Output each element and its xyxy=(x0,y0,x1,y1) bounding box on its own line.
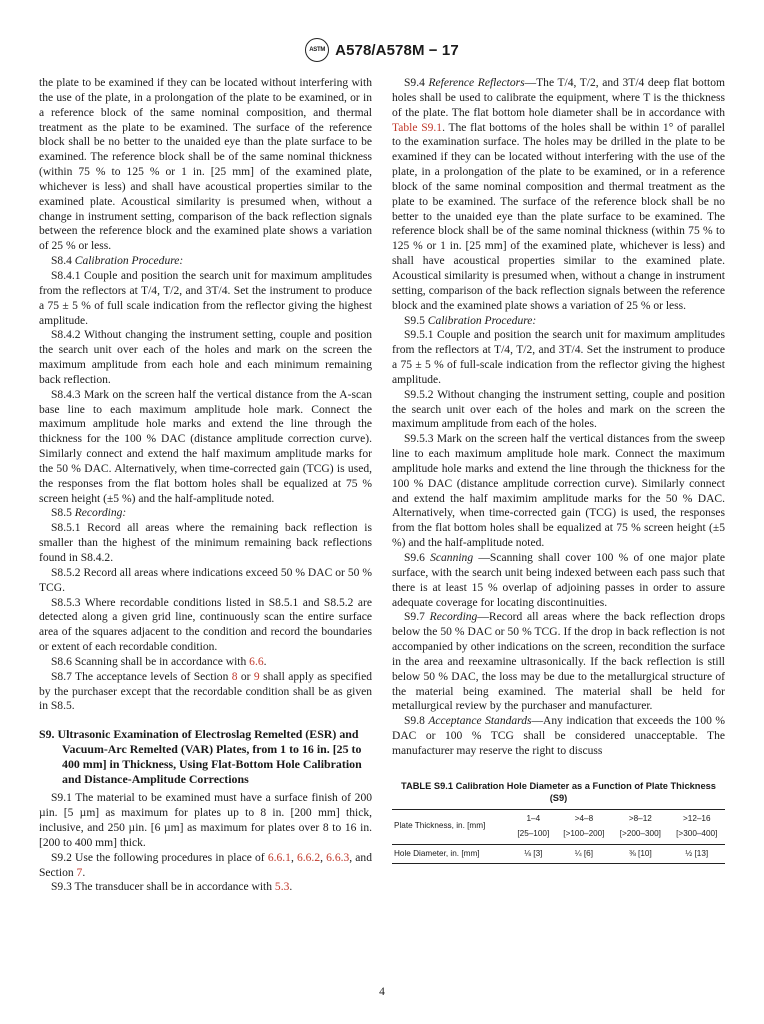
row-label-plate-thickness: Plate Thickness, in. [mm] xyxy=(392,809,511,844)
paragraph-s9-2 xyxy=(39,851,372,881)
paragraph-s9-5-2: S9.5.2 Without changing the instrument setting, couple and position the search unit over each of the holes and mark on the screen the maximum amplitude from each of the holes. xyxy=(392,388,725,431)
right-column xyxy=(392,76,725,864)
s9-8-number: S9.8 xyxy=(404,715,425,728)
table-s9-1 xyxy=(392,780,725,865)
s8-5-number: S8.5 xyxy=(51,507,72,520)
paragraph-s9-8 xyxy=(392,714,725,759)
left-column xyxy=(39,76,372,895)
paragraph-intro: the plate to be examined if they can be located without interfering with the use of the plate, in a prolongation of the plate to be examined, or in a reference block of the same nominal composition, and thermal treatment as the plate to be examined. The surface of the reference block shall be no better to the unaided eye than the plate surface to be examined. The reference block shall be of the same nominal thickness (within 75 % to 125 % or 1 in. [25 mm] of the examined plate, whichever is less) and shall have acoustical properties similar to the examined plate. Acoustical similarity is presumed when, without a change in instrument setting, comparison of the back reflection signals between the reference block and the examined plate shows a variation of 25 % or less. xyxy=(39,77,372,253)
paragraph-s8-7 xyxy=(39,670,372,715)
s9-2-text-a: S9.2 Use the following procedures in place of xyxy=(51,851,268,864)
astm-logo-icon xyxy=(305,38,329,62)
link-section-8[interactable]: 8 xyxy=(231,670,238,683)
table-row xyxy=(392,844,725,864)
s9-2-text-b: , xyxy=(290,851,297,864)
table-cell: ½ [13] xyxy=(669,844,725,864)
logo-text: ASTM xyxy=(309,47,326,53)
s9-3-end: . xyxy=(289,881,293,894)
s9-5-title: Calibration Procedure: xyxy=(427,314,537,327)
s8-4-number: S8.4 xyxy=(51,255,72,268)
paragraph-s9-6 xyxy=(392,551,725,610)
s8-7-text-a: S8.7 The acceptance levels of Section xyxy=(51,670,232,683)
s9-6-text: —Scanning shall cover 100 % of one major plate surface, with the search unit being indexed between each pass such that there is at least 15 % overlap of adjoining passes in order to assure adequate coverage for locating discontinuities. xyxy=(392,552,725,609)
s9-7-number: S9.7 xyxy=(404,611,425,624)
table-cell: >12–16 [>300–400] xyxy=(669,809,725,844)
paragraph-s8-4-3: S8.4.3 Mark on the screen half the vertical distance from the A-scan base line to each maximum amplitude hole mark. Connect the maximum amplitude hole marks and extend the line through the thickness for the 100 % DAC (distance amplitude correction curve). Similarly connect and extend the half maximum amplitude marks for the 50 % DAC. Alternatively, when time-corrected gain (TCG) is used, the responses from the flat bottom holes shall be equalized at 75 % screen height (±5 %) and the half-amplitude noted. xyxy=(39,388,372,505)
s9-4-title: Reference Reflectors xyxy=(428,77,525,89)
paragraph-s8-5-2: S8.5.2 Record all areas where indications exceed 50 % DAC or 50 % TCG. xyxy=(39,566,372,594)
calibration-table xyxy=(392,809,725,865)
paragraph-s8-5-3: S8.5.3 Where recordable conditions listed in S8.5.1 and S8.5.2 are detected along a given grid line, continuously scan the entire surface area of the squares adjacent to the condition and record the boundaries or extent of each recordable condition. xyxy=(39,596,372,654)
s9-2-text-e: . xyxy=(82,866,86,879)
link-6-6-1[interactable]: 6.6.1 xyxy=(267,851,291,864)
paragraph-s8-5 xyxy=(39,506,372,521)
s9-3-text: S9.3 The transducer shall be in accordance with xyxy=(51,881,275,894)
s8-7-text-b: or xyxy=(237,670,254,683)
paragraph-s9-1: S9.1 The material to be examined must have a surface finish of 200 µin. [5 µm] as maximum for plates up to 8 in. [200 mm] thick, inclusive, and 250 µin. [6 µm] as maximum for plates over 8 to 16 in. [200 to 400 mm] thick. xyxy=(39,792,372,849)
s9-8-title: Acceptance Standards xyxy=(428,715,532,728)
table-title: TABLE S9.1 Calibration Hole Diameter as a Function of Plate Thickness (S9) xyxy=(401,780,716,804)
s9-7-text: —Record all areas where the back reflection drops below the 50 % DAC or 50 % TCG. If the drop in back reflection is not accompanied by other indications on the screen, recondition the surface in the area and reexamine ultrasonically. If the back reflection is still below 50 % DAC, the loss may be due to the metallurgical structure of the material being examined. The material shall be held for metallurgical review by the purchaser and manufacturer. xyxy=(392,611,725,713)
document-title: A578/A578M − 17 xyxy=(335,41,459,59)
link-6-6-2[interactable]: 6.6.2 xyxy=(297,851,321,864)
section-s9-heading: S9. Ultrasonic Examination of Electroslag Remelted (ESR) and Vacuum-Arc Remelted (VAR) Plates, from 1 to 16 in. [25 to 400 mm] in Thickness, Using Flat-Bottom Hole Calibration and Distance-Amplitude Corrections xyxy=(39,727,362,787)
row-label-hole-diameter: Hole Diameter, in. [mm] xyxy=(392,844,511,864)
link-section-9[interactable]: 9 xyxy=(253,670,260,683)
paragraph-s9-5-3: S9.5.3 Mark on the screen half the vertical distances from the sweep line to each maximum amplitude hole mark. Connect the maximum amplitude hole marks and extend the line through the thickness for the 100 % DAC (distance amplitude correction curve). Similarly connect and extend the half maximim amplitude marks for the 50 % DAC. Alternatively, when time-corrected gain (TCG) is used, the responses from the flat bottom holes shall be equalized at 75 % screen height (±5 %) and the half-amplitude noted. xyxy=(392,433,725,550)
paragraph-s8-4-1: S8.4.1 Couple and position the search unit for maximum amplitudes from the reflectors at T/4, T/2, and 3T/4. Set the instrument to produce a 75 ± 5 % of full scale indication from the reflector giving the highest amplitude. xyxy=(39,269,372,327)
table-cell: 1–4 [25–100] xyxy=(511,809,556,844)
link-6-6-3[interactable]: 6.6.3 xyxy=(326,851,350,864)
table-row xyxy=(392,809,725,844)
s8-5-title: Recording: xyxy=(74,507,127,520)
page-number: 4 xyxy=(379,986,385,998)
s9-8-text: —Any indication that exceeds the 100 % DAC or 100 % TCG shall be considered unacceptable. The manufacturer may reserve the right to discuss xyxy=(392,715,725,757)
s9-6-title: Scanning xyxy=(430,552,474,564)
paragraph-s8-4-2: S8.4.2 Without changing the instrument setting, couple and position the search unit over each of the holes and mark on the screen the maximum amplitude from each hole and each minimum remaining back reflection. xyxy=(39,329,372,386)
paragraph-s9-5-1: S9.5.1 Couple and position the search unit for maximum amplitudes from the reflectors at T/4, T/2, and 3T/4. Set the instrument to produce a 75 ± 5 % of full-scale indication from the reflector giving the highest amplitude. xyxy=(392,329,725,386)
paragraph-s9-3 xyxy=(39,880,372,895)
paragraph-s9-7 xyxy=(392,610,725,714)
paragraph-s9-5 xyxy=(392,314,725,329)
paragraph-s8-6 xyxy=(39,655,372,670)
s9-6-number: S9.6 xyxy=(404,552,425,564)
table-cell: ¼ [6] xyxy=(556,844,612,864)
table-cell: ⅛ [3] xyxy=(511,844,556,864)
s9-4-text-b: . The flat bottoms of the holes shall be within 1° of parallel to the examination surface. The holes may be drilled in the plate to be examined if they can be located without interfering with the use of the plate, in a prolongation of the plate to be examined, or in a reference block of the same nominal composition and thermal treatment as the plate to be examined. The surface of the reference block shall be no better to the unaided eye than the plate surface to be examined. The reference block shall be of the same nominal thickness (within 75 % to 125 % or 1 in. [25 mm] of the examined plate, whichever is less) and shall have acoustical properties similar to the examined plate. Acoustical similarity is presumed when, without a change in instrument setting, comparison of the back reflection signals between the reference block and the examined plate shows a variation of 25 % or less. xyxy=(392,121,726,312)
s9-4-number: S9.4 xyxy=(404,77,425,89)
s8-6-text: S8.6 Scanning shall be in accordance with xyxy=(51,655,250,668)
link-5-3[interactable]: 5.3 xyxy=(274,881,290,894)
table-cell: ⅜ [10] xyxy=(612,844,668,864)
s8-4-title: Calibration Procedure: xyxy=(74,255,184,268)
s9-4-text-a: —The T/4, T/2, and 3T/4 deep flat bottom holes shall be used to calibrate the equipment, where T is the thickness of the plate. The flat bottom hole diameter shall be in accordance with xyxy=(392,77,725,119)
paragraph-s9-4 xyxy=(392,76,725,314)
paragraph-s8-4 xyxy=(39,254,372,269)
s8-7-text-c: shall apply as specified by the purchaser except that the recordable condition shall be as given in S8.5. xyxy=(39,670,372,713)
s9-2-text-c: , xyxy=(320,851,327,864)
paragraph-s8-5-1: S8.5.1 Record all areas where the remaining back reflection is smaller than the highest of the minimum remaining back reflections found in S8.4.2. xyxy=(39,522,372,564)
s9-7-title: Recording xyxy=(429,611,478,624)
page-header xyxy=(0,38,764,62)
table-cell: >4–8 [>100–200] xyxy=(556,809,612,844)
link-6-6[interactable]: 6.6 xyxy=(249,655,264,668)
s9-5-number: S9.5 xyxy=(404,314,425,327)
s9-2-text-d: , and Section xyxy=(39,851,372,879)
table-cell: >8–12 [>200–300] xyxy=(612,809,668,844)
s8-6-end: . xyxy=(263,655,267,668)
link-section-7[interactable]: 7 xyxy=(76,866,83,879)
link-table-s9-1[interactable]: Table S9.1 xyxy=(392,121,443,134)
